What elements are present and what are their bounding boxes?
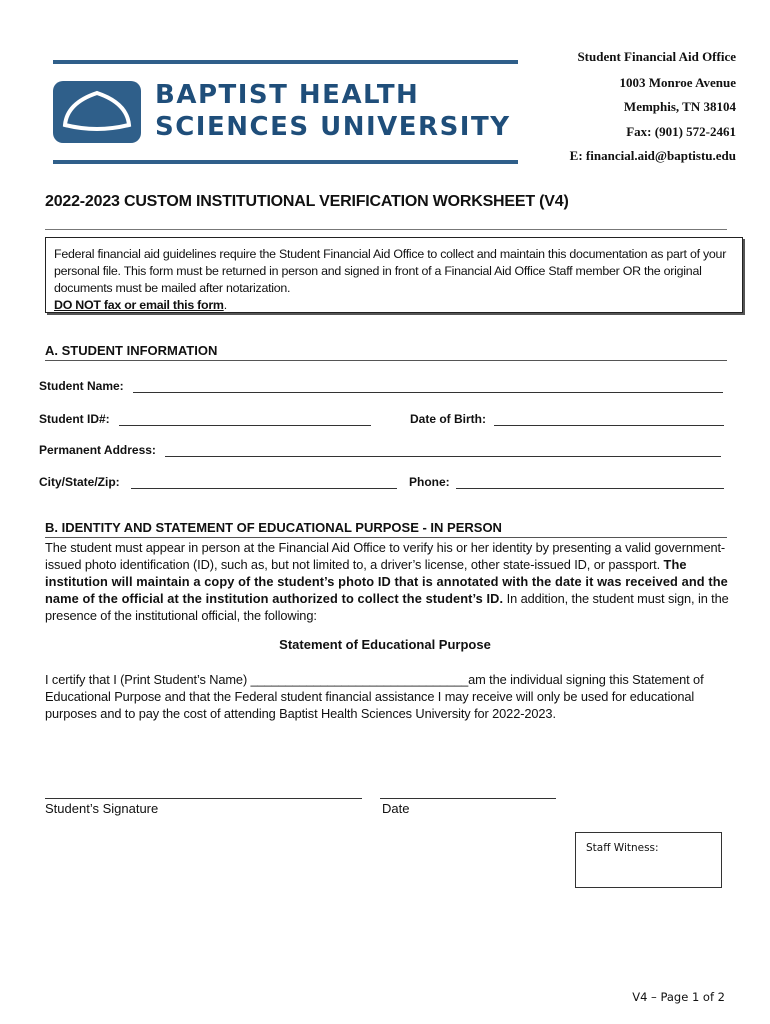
student-id-field[interactable] [119, 425, 371, 426]
identity-text-bold: The institution will maintain a copy of the student’s photo ID that is annotated with the date it was received and the name of the official at the institution authorized to collect the student’s ID. [45, 557, 728, 606]
office-email: E: financial.aid@baptistu.edu [569, 148, 736, 163]
logo-bottom-rule [53, 160, 518, 164]
office-city: Memphis, TN 38104 [623, 99, 736, 114]
office-street: 1003 Monroe Avenue [619, 75, 736, 90]
section-a-heading: A. STUDENT INFORMATION [45, 343, 218, 358]
office-fax: Fax: (901) 572-2461 [626, 124, 736, 139]
certification-paragraph [45, 671, 735, 722]
staff-witness-box[interactable] [575, 832, 722, 888]
university-logo-icon [53, 81, 141, 143]
student-name-field[interactable] [133, 392, 723, 393]
address-field[interactable] [165, 456, 721, 457]
identity-text-end: In addition, the student must sign, in the presence of the institutional official, the following: [45, 591, 729, 623]
date-label: Date [382, 801, 410, 816]
statement-heading: Statement of Educational Purpose [279, 637, 491, 652]
signature-field[interactable] [45, 798, 362, 799]
identity-text-start: The student must appear in person at the Financial Aid Office to verify his or her identity by presenting a valid government-issued photo identification (ID), such as, but not limited to, a driver’s license, other state-issued ID, or passport. [45, 540, 726, 572]
cert-text-2: am the individual signing this Statement of Educational Purpose and that the Federal student financial assistance I may receive will only be used for educational purposes and to pay the cost of attending Baptist Health Sciences University for 2022-2023. [45, 672, 704, 721]
notice-box [45, 237, 743, 313]
page-footer: V4 – Page 1 of 2 [632, 990, 725, 1004]
student-id-label: Student ID#: [39, 412, 110, 426]
date-field[interactable] [380, 798, 556, 799]
address-label: Permanent Address: [39, 443, 156, 457]
phone-label: Phone: [409, 475, 450, 489]
dob-field[interactable] [494, 425, 724, 426]
staff-witness-label: Staff Witness: [586, 842, 659, 854]
city-state-zip-label: City/State/Zip: [39, 475, 120, 489]
office-name: Student Financial Aid Office [577, 49, 736, 64]
identity-paragraph [45, 539, 735, 624]
signature-label: Student’s Signature [45, 801, 159, 816]
notice-emphasis-suffix: . [223, 298, 227, 312]
page-title: 2022-2023 CUSTOM INSTITUTIONAL VERIFICATION WORKSHEET (V4) [45, 193, 569, 210]
title-rule [45, 229, 727, 230]
phone-field[interactable] [456, 488, 724, 489]
section-a-rule [45, 360, 727, 361]
section-b-rule [45, 537, 727, 538]
dob-label: Date of Birth: [410, 412, 486, 426]
city-state-zip-field[interactable] [131, 488, 397, 489]
print-name-field[interactable]: _______________________________ [250, 672, 469, 687]
cert-text-1: I certify that I (Print Student’s Name) [45, 672, 251, 687]
student-name-label: Student Name: [39, 379, 124, 393]
notice-text: Federal financial aid guidelines require the Student Financial Aid Office to collect and maintain this documentation as part of your personal file. This form must be returned in person and signed in front of a Financial Aid Office Staff member OR the original documents must be mailed after notarization. [54, 247, 727, 295]
logo-line1: BAPTIST HEALTH [155, 80, 420, 110]
logo-line2: SCIENCES UNIVERSITY [155, 112, 511, 142]
notice-emphasis: DO NOT fax or email this form [54, 298, 224, 312]
section-b-heading: B. IDENTITY AND STATEMENT OF EDUCATIONAL PURPOSE - IN PERSON [45, 520, 502, 535]
logo-top-rule [53, 60, 518, 64]
